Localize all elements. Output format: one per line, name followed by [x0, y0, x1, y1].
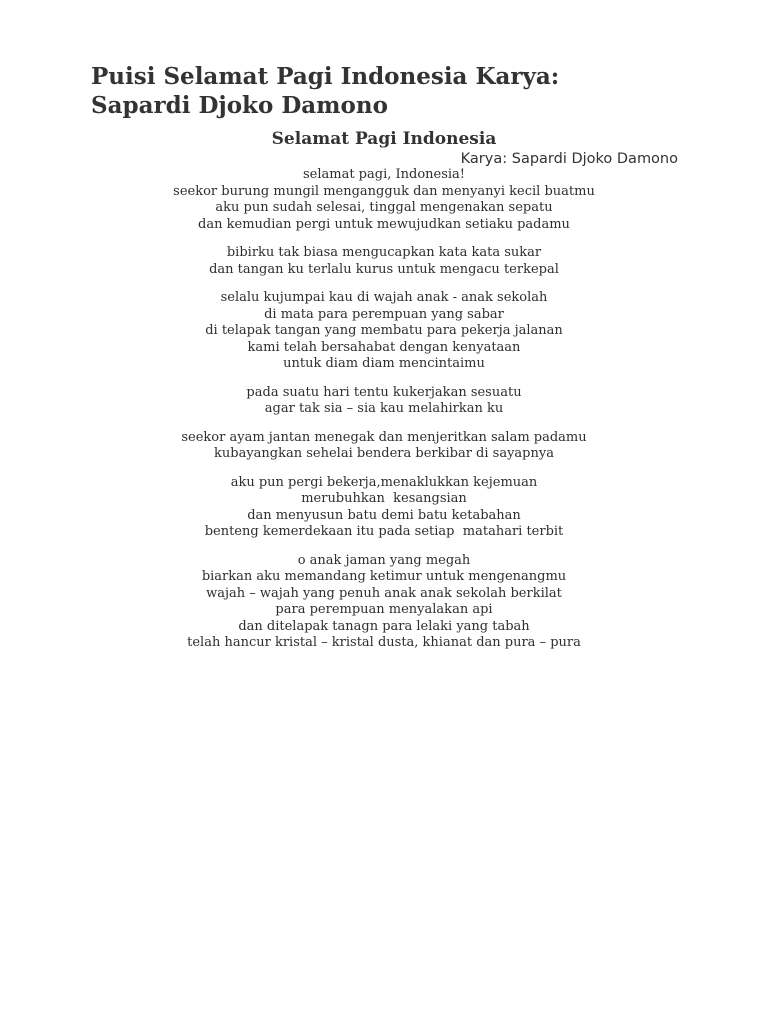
poem-stanza — [60, 475, 708, 541]
poem-line: kubayangkan sehelai bendera berkibar di sayapnya — [214, 446, 554, 461]
document-title-line: Puisi Selamat Pagi Indonesia Karya: — [91, 63, 560, 90]
poem-line: seekor ayam jantan menegak dan menjeritkan salam padamu — [181, 429, 587, 445]
poem-stanza — [60, 290, 708, 373]
poem-line: dan kemudian pergi untuk mewujudkan setiaku padamu — [198, 216, 570, 232]
poem-stanza — [60, 245, 708, 278]
poem-line: pada suatu hari tentu kukerjakan sesuatu — [246, 384, 522, 400]
poem-line: dan menyusun batu demi batu ketabahan — [247, 507, 521, 523]
poem-line: o anak jaman yang megah — [297, 552, 471, 568]
poem-line: untuk diam diam mencintaimu — [283, 356, 485, 371]
poem-line: bibirku tak biasa mengucapkan kata kata sukar — [226, 245, 542, 260]
poem-line: agar tak sia – sia kau melahirkan ku — [264, 401, 504, 416]
poem-stanza — [60, 553, 708, 652]
poem-line: selamat pagi, Indonesia! — [302, 167, 466, 182]
poem-line: di telapak tangan yang membatu para pekerja jalanan — [205, 323, 563, 338]
document-title — [91, 62, 711, 120]
poem-body — [60, 167, 708, 652]
poem-line: merubuhkan kesangsian — [301, 491, 467, 506]
poem-line: wajah – wajah yang penuh anak anak sekolah berkilat — [206, 585, 562, 601]
poem-line: dan tangan ku terlalu kurus untuk mengacu terkepal — [209, 261, 559, 277]
document-title-line: Sapardi Djoko Damono — [91, 92, 388, 119]
poem-line: telah hancur kristal – kristal dusta, khianat dan pura – pura — [187, 635, 581, 650]
poem-line: seekor burung mungil mengangguk dan menyanyi kecil buatmu — [173, 183, 595, 199]
poem-line: aku pun sudah selesai, tinggal mengenakan sepatu — [215, 200, 553, 215]
poem-title: Selamat Pagi Indonesia — [271, 129, 497, 149]
poem-stanza — [60, 430, 708, 463]
poem-line: di mata para perempuan yang sabar — [264, 306, 504, 322]
poem-line: aku pun pergi bekerja,menaklukkan kejemuan — [230, 474, 538, 490]
poem-author: Karya: Sapardi Djoko Damono — [460, 151, 678, 167]
poem-line: benteng kemerdekaan itu pada setiap matahari terbit — [204, 524, 564, 539]
poem-line: dan ditelapak tanagn para lelaki yang tabah — [238, 618, 530, 634]
poem-line: biarkan aku memandang ketimur untuk mengenangmu — [201, 569, 567, 584]
poem-line: kami telah bersahabat dengan kenyataan — [247, 339, 521, 355]
poem-line: para perempuan menyalakan api — [275, 602, 493, 617]
poem — [60, 127, 708, 664]
poem-stanza — [60, 385, 708, 418]
poem-stanza — [60, 167, 708, 233]
poem-line: selalu kujumpai kau di wajah anak - anak sekolah — [220, 290, 548, 305]
